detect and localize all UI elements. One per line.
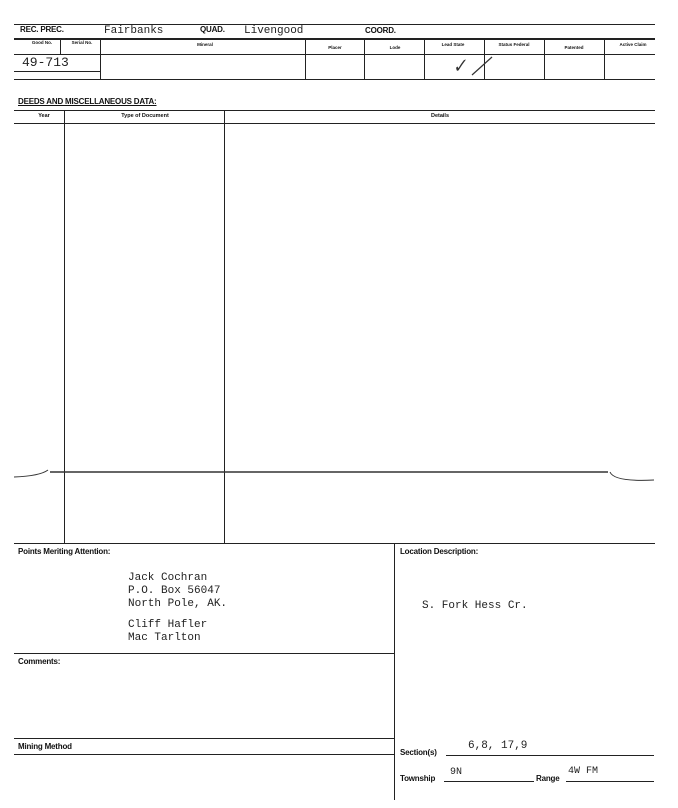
header-top-line	[14, 24, 655, 25]
col-year: Year	[38, 113, 50, 119]
range-label: Range	[536, 774, 560, 783]
mining-method-line	[14, 754, 394, 755]
col-serial-no: Serial No.	[71, 40, 93, 45]
contact-cliff-hafler: Cliff Hafler	[128, 619, 208, 631]
col-details: Details	[430, 113, 450, 119]
col-divider	[544, 39, 545, 79]
contact-po-box: P.O. Box 56047	[128, 585, 221, 597]
points-label: Points Meriting Attention:	[18, 547, 111, 556]
page-fold-line	[0, 462, 678, 492]
deeds-bottom-line	[14, 543, 655, 544]
contact-jack-cochran: Jack Cochran	[128, 572, 208, 584]
points-bottom-line	[14, 653, 394, 654]
rec-prec-value: Fairbanks	[104, 25, 164, 37]
col-active-claim: Active Claim	[619, 42, 647, 47]
quad-value: Livengood	[244, 25, 304, 37]
section-underline	[446, 755, 654, 756]
rec-prec-label: REC. PREC.	[20, 25, 64, 34]
township-underline	[444, 781, 534, 782]
section-value: 6,8, 17,9	[468, 740, 528, 752]
deeds-top-line	[14, 110, 655, 111]
col-mineral: Mineral	[197, 42, 213, 47]
check-stroke-icon	[470, 55, 494, 77]
col-lode: Lode	[389, 45, 401, 50]
township-label: Township	[400, 774, 436, 783]
deeds-section-title: DEEDS AND MISCELLANEOUS DATA:	[18, 97, 157, 106]
col-divider	[604, 39, 605, 79]
range-underline	[566, 781, 654, 782]
col-divider	[364, 39, 365, 79]
col-divider	[60, 39, 61, 54]
lode-state-checkmark: ✓	[450, 54, 469, 78]
lower-center-divider	[394, 543, 395, 800]
col-placer: Placer	[328, 45, 342, 50]
range-value: 4W FM	[568, 766, 599, 777]
col-status-federal: Status Federal	[498, 42, 530, 47]
coord-label: COORD.	[365, 26, 396, 35]
contact-north-pole: North Pole, AK.	[128, 598, 228, 610]
col-divider	[305, 39, 306, 79]
comments-label: Comments:	[18, 657, 61, 666]
township-value: 9N	[450, 767, 463, 778]
quad-label: QUAD.	[200, 25, 225, 34]
col-divider	[100, 39, 101, 79]
deeds-header-line	[14, 123, 655, 124]
column-header-line	[14, 54, 655, 55]
location-label: Location Description:	[400, 547, 479, 556]
col-divider	[424, 39, 425, 79]
col-good-no: Good No.	[31, 40, 53, 45]
mining-method-label: Mining Method	[18, 742, 72, 751]
col-patented: Patented	[564, 45, 584, 50]
col-type-of-document: Type of Document	[121, 113, 169, 119]
header-divider	[14, 38, 655, 40]
contact-mac-tarlton: Mac Tarlton	[128, 632, 201, 644]
good-no-value: 49-713	[22, 55, 69, 70]
col-lead-state: Lead State	[441, 42, 465, 47]
section-label: Section(s)	[400, 748, 437, 757]
location-value: S. Fork Hess Cr.	[422, 600, 528, 612]
header-bottom-line	[14, 79, 655, 80]
comments-bottom-line	[14, 738, 394, 739]
good-no-underline	[14, 71, 100, 72]
